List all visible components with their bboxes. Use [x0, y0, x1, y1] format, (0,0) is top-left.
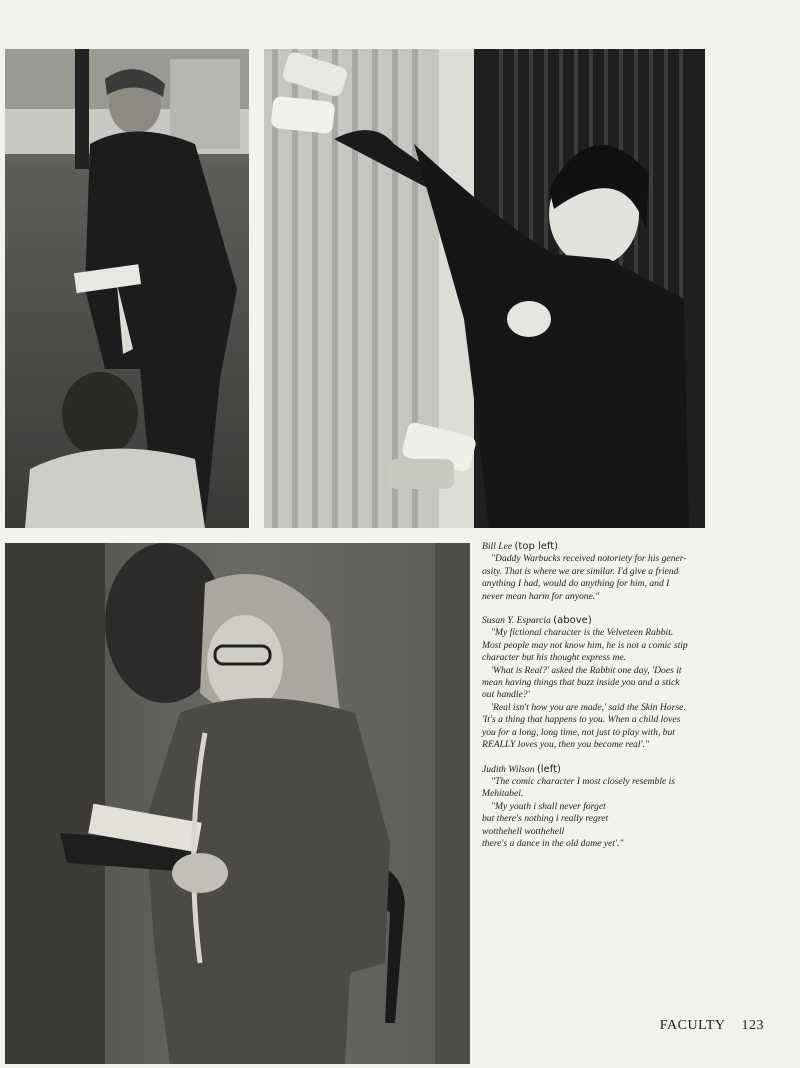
- photo-judith-wilson: [5, 543, 470, 1064]
- caption-heading: [482, 764, 708, 776]
- caption-line: REALLY loves you, then you become real'.": [482, 739, 649, 751]
- caption-name: Bill Lee: [482, 541, 513, 552]
- caption-bill-lee: [482, 541, 708, 603]
- caption-position: (above): [553, 615, 592, 627]
- caption-line: "The comic character I most closely resemble is: [491, 775, 676, 787]
- caption-position: (left): [536, 763, 561, 775]
- section-label: FACULTY: [659, 1018, 726, 1033]
- caption-line: there's a dance in the old dame yet'.": [482, 837, 624, 849]
- caption-line: but there's nothing i really regret: [482, 813, 609, 825]
- caption-line: 'What is Real?' asked the Rabbit one day, 'Does it: [491, 664, 682, 676]
- caption-column: [482, 541, 708, 862]
- caption-line: mean having things that buzz inside you and a stick: [482, 677, 680, 689]
- caption-line: "My fictional character is the Velveteen Rabbit.: [491, 627, 674, 639]
- page-footer: [660, 1018, 764, 1034]
- caption-line: anything I had, would do anything for him, and I: [482, 578, 670, 590]
- caption-name: Judith Wilson: [482, 763, 535, 775]
- caption-line: "Daddy Warbucks received notoriety for his gener-: [491, 553, 687, 565]
- caption-line: osity. That is where we are similar. I'd give a friend: [482, 565, 679, 577]
- caption-line: 'It's a thing that happens to you. When a child loves: [482, 714, 681, 726]
- caption-line: 'Real isn't how you are made,' said the Skin Horse.: [491, 701, 686, 713]
- caption-line: you for a long, long time, not just to play with, but: [482, 726, 675, 738]
- caption-name: Susan Y. Esparcia: [482, 615, 551, 627]
- caption-judith-wilson: [482, 764, 708, 851]
- caption-line: out handle?': [482, 689, 530, 701]
- photo-bill-lee: [5, 49, 249, 528]
- caption-heading: [482, 541, 708, 553]
- caption-susan-esparcia: [482, 615, 708, 751]
- caption-heading: [482, 615, 708, 627]
- caption-line: Mehitabel.: [482, 788, 524, 800]
- caption-line: "My youth i shall never forget: [491, 800, 606, 812]
- caption-line: never mean harm for anyone.": [482, 590, 600, 602]
- caption-position: (top left): [514, 541, 559, 552]
- caption-line: character but his thought express me.: [482, 652, 627, 664]
- caption-line: wotthehell wotthehell: [482, 825, 565, 837]
- photo-susan-esparcia: [264, 49, 705, 528]
- page-number: 123: [741, 1018, 764, 1033]
- caption-line: Most people may not know him, he is not a comic stip: [482, 639, 688, 651]
